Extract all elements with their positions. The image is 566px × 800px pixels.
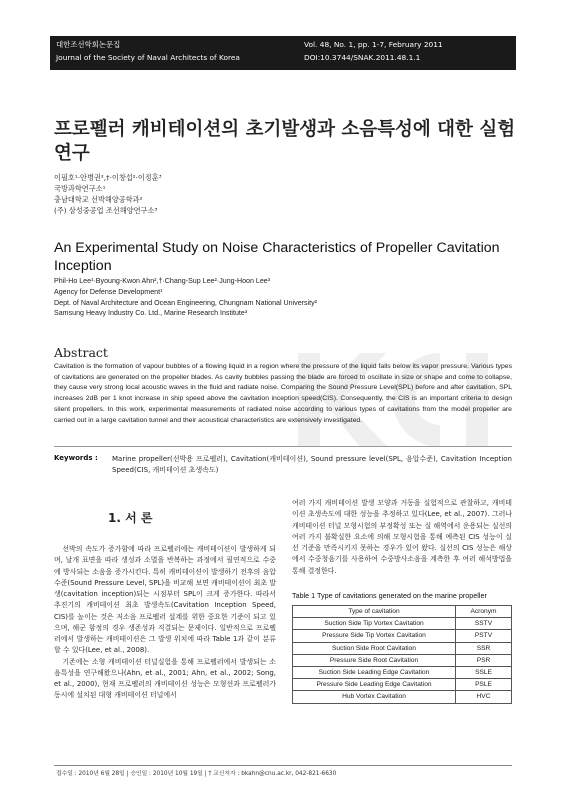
table-row [293, 630, 512, 642]
table-cell: PSLE [456, 679, 512, 691]
table-cell: SSLE [456, 666, 512, 678]
table-header-row [293, 606, 512, 618]
table-cell: Pressure Side Tip Vortex Cavitation [293, 630, 456, 642]
keywords-label: Keywords : [54, 454, 98, 462]
table-header-cell: Type of cavitation [293, 606, 456, 618]
table-caption: Table 1 Type of cavitations generated on the marine propeller [292, 591, 487, 600]
paragraph: 선박의 속도가 증가함에 따라 프로펠러에는 캐비테이션이 발생하게 되며, 날개 표면을 따라 생성과 소멸을 반복하는 과정에서 필연적으로 수중에 방사되는 소음을 증가시킨다. 특히 캐비테이션이 발생하기 전후의 음압수준(Sound Pressure Level, SPL)을 비교해 보면 캐비테이션이 최초 발생(cavitation inception)되는 시점부터 SPL이 크게 증가한다. 따라서 추진기의 캐비테이션 최초 발생속도(Cavitation Inception Speed, CIS)를 높이는 것은 저소음 프로펠러 설계를 위한 중요한 기준이 되고 있으며, 해군 함정의 경우 생존성과 직결되는 문제이다. 일반적으로 프로펠러에서 발생하는 캐비테이션은 그 발생 위치에 따라 Table 1과 같이 분류할 수 있다(Lee, et al., 2008). [54, 545, 276, 655]
abstract-text: Cavitation is the formation of vapour bubbles of a flowing liquid in a region where the pressure of the liquid falls below its vapor pressure. Various types of cavitations are generated on the propeller blades. As cavity bubbles passing the blade are forced to oscillate in size or shape and come to collapse, they cause very strong local acoustic waves in the fluid and radiate noise. Comparing the Sound Pressure Level(SPL) before and after cavitation, SPL increases 2dB per 1 knot increase in ship speed above the cavitation inception speed(CIS). Consequently, the CIS is an important criteria to design silent propellers. In this work, experimental measurements of radiated noise according to various types of cavitations from the model propeller are carried out in a large cavitation tunnel and their acoustical characteristics are extensively investigated. [54, 363, 512, 424]
submission-footer: 접수일 : 2010년 6월 28일 | 승인일 : 2010년 10월 19일 | † 교신저자 : bkahn@cnu.ac.kr, 042-821-6630 [56, 771, 337, 777]
left-column-body [54, 544, 276, 702]
abstract-heading: Abstract [54, 345, 108, 360]
table-cell: Suction Side Leading Edge Cavitation [293, 666, 456, 678]
table-cell: Suction Side Tip Vortex Cavitation [293, 618, 456, 630]
journal-name-kr: 대한조선학회논문집 [56, 40, 121, 49]
journal-name-en: Journal of the Society of Naval Architects of Korea [56, 53, 240, 62]
section-heading: 1. 서 론 [108, 511, 153, 525]
table-cell: SSTV [456, 618, 512, 630]
cavitation-types-table [292, 605, 512, 704]
table-row [293, 654, 512, 666]
footer-divider [54, 765, 512, 766]
right-column-body [292, 498, 512, 577]
authors-kr-block [54, 172, 162, 216]
paragraph: 기존에는 소형 캐비테이션 터널실험을 통해 프로펠러에서 발생되는 소음특성을 연구해왔으나(Ahn, et al., 2001; Ahn, et al., 2002; Song, et al., 2000), 현재 프로펠러의 캐비테이션 성능은 모형선과 프로펠러가 동시에 설치된 대형 캐비테이션 터널에서 [54, 657, 276, 700]
abstract-divider [54, 446, 512, 447]
paper-title-kr: 프로펠러 캐비테이션의 초기발생과 소음특성에 대한 실험연구 [54, 119, 516, 164]
affiliation-kr-2: 충남대학교 선박해양공학과² [54, 195, 143, 204]
volume-info: Vol. 48, No. 1, pp. 1-7, February 2011 [304, 40, 443, 49]
authors-kr: 이필호¹·안병권²,†·이창섭²·이정훈³ [54, 173, 162, 182]
table-row [293, 679, 512, 691]
paragraph: 여러 가지 캐비테이션 발생 모양과 거동을 실험적으로 관찰하고, 캐비테이션 초생속도에 대한 성능을 추정하고 있다(Lee, et al., 2007). 그러나 캐비테이션 터널 모형시험의 부정확성 또는 실 해역에서 운용되는 실선의 여러 가지 불확실한 요소에 의해 모형시험을 통해 예측된 CIS 성능이 실선 기준을 만족시키지 못하는 경우가 있어 왔다. 실선의 CIS 성능은 해상에서 수중청음기를 사용하여 수중방사소음을 계측한 후 여러 해석방법을 통해 결정한다. [292, 499, 512, 575]
table-cell: PSTV [456, 630, 512, 642]
table-header-cell: Acronym [456, 606, 512, 618]
table-cell: PSR [456, 654, 512, 666]
affiliation-kr-1: 국방과학연구소¹ [54, 184, 106, 193]
affiliation-en-2: Dept. of Naval Architecture and Ocean Engineering, Chungnam National University² [54, 298, 318, 307]
table-cell: SSR [456, 642, 512, 654]
keywords-text: Marine propeller(선박용 프로펠러), Cavitation(캐비테이션), Sound pressure level(SPL, 음압수준), Cavitation Inception Speed(CIS, 캐비테이션 초생속도) [112, 455, 512, 474]
affiliation-en-1: Agency for Defense Development¹ [54, 287, 163, 296]
table-cell: HVC [456, 691, 512, 703]
table-cell: Pressure Side Leading Edge Cavitation [293, 679, 456, 691]
table-row [293, 691, 512, 703]
table-row [293, 618, 512, 630]
affiliation-en-3: Samsung Heavy Industry Co. Ltd., Marine Research Institute³ [54, 309, 248, 318]
authors-en: Phil-Ho Lee¹·Byoung-Kwon Ahn²,†·Chang-Sup Lee²·Jung-Hoon Lee³ [54, 277, 271, 285]
authors-en-block [54, 276, 317, 319]
table-cell: Suction Side Root Cavitation [293, 642, 456, 654]
paper-title-en: An Experimental Study on Noise Characteristics of Propeller Cavitation Inception [54, 240, 500, 274]
affiliation-kr-3: (주) 삼성중공업 조선해양연구소³ [54, 206, 158, 215]
table-cell: Hub Vortex Cavitation [293, 691, 456, 703]
table-row [293, 666, 512, 678]
table-row [293, 642, 512, 654]
table-cell: Pressure Side Root Cavitation [293, 654, 456, 666]
doi: DOI:10.3744/SNAK.2011.48.1.1 [304, 53, 421, 62]
